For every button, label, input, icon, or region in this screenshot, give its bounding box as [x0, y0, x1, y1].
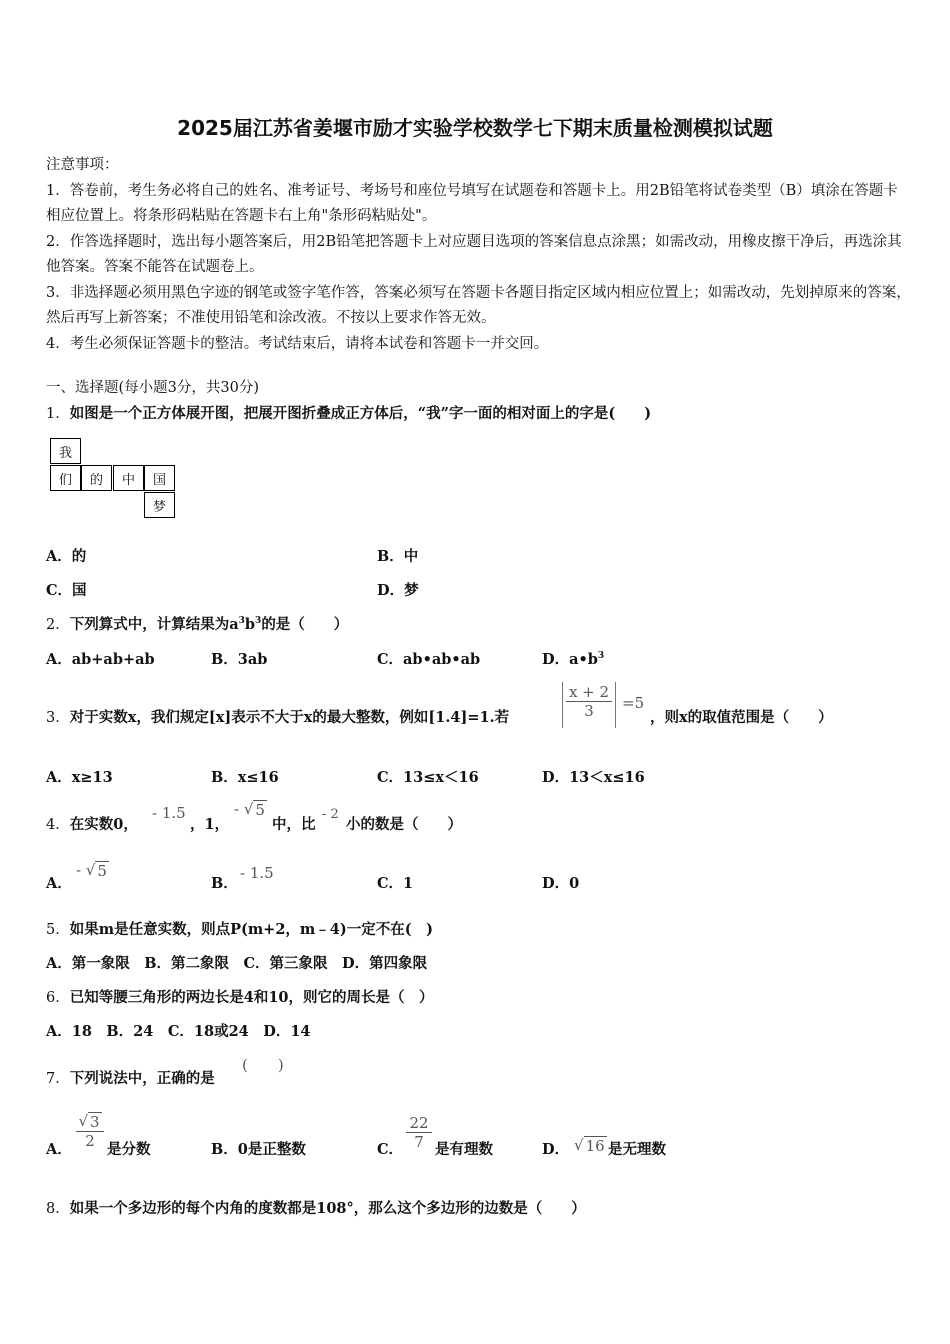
q3-stem-post: ，则x的取值范围是（ ）	[650, 709, 833, 726]
question-5	[46, 918, 433, 939]
net-cell: 我	[50, 438, 81, 464]
q5-stem: 如果m是任意实数，则点P(m+2，m﹣4)一定不在( )	[69, 921, 433, 938]
q1-option-d: D．梦	[377, 582, 419, 599]
q3-frac-num: x + 2	[568, 683, 610, 701]
q4-math-3: - 2	[322, 807, 339, 822]
notes-item-2: 2．作答选择题时，选出每小题答案后，用2B铅笔把答题卡上对应题目选项的答案信息点涂黑；如需改动，用橡皮擦干净后，再选涂其他答案。答案不能答在试题卷上。	[46, 233, 902, 275]
q3-option-d: D．13＜x≤16	[542, 769, 645, 786]
minus-sign: -	[76, 861, 82, 879]
q1-option-a: A．的	[46, 548, 87, 565]
net-cell: 中	[113, 465, 144, 491]
sqrt-symbol: √ 5	[85, 861, 107, 880]
q2-stem-post: 的是（ ）	[261, 616, 349, 633]
q7-option-c-num: 22	[409, 1114, 429, 1132]
q3-option-b: B．x≤16	[211, 769, 279, 786]
net-cell: 国	[144, 465, 175, 491]
q3-number: 3．	[46, 710, 70, 726]
net-cell: 梦	[144, 492, 175, 518]
q4-option-a-math	[76, 861, 109, 880]
q4-number: 4．	[46, 817, 70, 833]
q6-stem: 已知等腰三角形的两边长是4和10，则它的周长是（ ）	[69, 989, 434, 1006]
question-8	[46, 1197, 586, 1218]
q3-option-c: C．13≤x＜16	[377, 769, 479, 786]
q4-math-2	[234, 800, 267, 819]
q4-option-c: C．1	[377, 875, 414, 892]
q8-number: 8．	[46, 1201, 70, 1217]
q2-number: 2．	[46, 617, 70, 633]
notes	[46, 153, 911, 357]
q7-option-c-text: 是有理数	[435, 1141, 493, 1158]
q3-stem-pre: 对于实数x，我们规定[x]表示不大于x的最大整数，例如[1.4]=1.若	[69, 709, 510, 726]
q7-option-d-label: D．	[542, 1141, 570, 1158]
sqrt-symbol: √ 3	[78, 1112, 100, 1131]
q2-option-d	[542, 648, 604, 669]
question-1	[46, 402, 651, 423]
notes-item-4: 4．考生必须保证答题卡的整洁。考试结束后，请将本试卷和答题卡一并交回。	[46, 335, 549, 352]
q7-option-d-radicand: 16	[585, 1137, 605, 1155]
q4-option-a-label: A．	[46, 875, 72, 892]
q4-option-b-label: B．	[211, 875, 238, 892]
net-cell: 们	[50, 465, 81, 491]
question-3	[46, 706, 509, 727]
q3-equals: =5	[622, 694, 645, 712]
q7-option-d-text: 是无理数	[608, 1141, 666, 1158]
q7-option-a-label: A．	[46, 1141, 72, 1158]
section-heading: 一、选择题(每小题3分，共30分)	[46, 380, 259, 396]
q7-option-c-den: 7	[414, 1133, 424, 1151]
q5-number: 5．	[46, 922, 70, 938]
notes-item-1: 1．答卷前，考生务必将自己的姓名、准考证号、考场号和座位号填写在试题卷和答题卡上。用2B铅笔将试卷类型（B）填涂在答题卡相应位置上。将条形码粘贴在答题卡右上角"条形码粘贴处"。	[46, 182, 898, 224]
sqrt-symbol: √ 16	[574, 1136, 605, 1155]
q2-sup2: 3	[255, 616, 262, 627]
q3-fraction	[566, 683, 612, 720]
q7-number: 7．	[46, 1071, 70, 1087]
q4-math-1: - 1.5	[152, 804, 186, 822]
q7-option-a-fraction	[76, 1112, 104, 1150]
q2-option-b: B．3ab	[211, 651, 268, 668]
q2-option-a: A．ab+ab+ab	[46, 651, 155, 668]
q4-stem-c: 中，比	[272, 816, 316, 833]
minus-sign: -	[234, 800, 240, 818]
q7-option-b: B．0是正整数	[211, 1141, 306, 1158]
q3-frac-den: 3	[584, 702, 594, 720]
q2-option-c: C．ab•ab•ab	[377, 651, 481, 668]
net-cell: 的	[81, 465, 112, 491]
q3-option-a: A．x≥13	[46, 769, 113, 786]
q1-option-b: B．中	[377, 548, 419, 565]
question-2	[46, 613, 348, 634]
question-7	[46, 1067, 215, 1088]
q2-stem-pre: 下列算式中，计算结果为a	[69, 616, 239, 633]
q4-stem-d: 小的数是（ ）	[346, 816, 462, 833]
q7-option-d-math	[574, 1136, 607, 1155]
q2-option-d-text: D．a•b	[542, 651, 598, 668]
page-title: 2025届江苏省姜堰市励才实验学校数学七下期末质量检测模拟试题	[177, 116, 773, 140]
q2-option-d-sup: 3	[597, 651, 605, 662]
q7-option-c-fraction	[406, 1114, 432, 1151]
sqrt-symbol: √ 5	[243, 800, 265, 819]
question-4	[46, 813, 138, 834]
q4-option-b-math: - 1.5	[240, 864, 274, 882]
q4-option-a-radicand: 5	[97, 862, 107, 880]
q7-option-a-den: 2	[85, 1132, 95, 1150]
q1-option-c: C．国	[46, 582, 87, 599]
q6-number: 6．	[46, 990, 70, 1006]
notes-item-3: 3．非选择题必须用黑色字迹的钢笔或签字笔作答，答案必须写在答题卡各题目指定区域内相应位置上；如需改动，先划掉原来的答案，然后再写上新答案；不准使用铅笔和涂改液。不按以上要求作答无效。	[46, 284, 911, 326]
q6-options: A．18 B．24 C．18或24 D．14	[46, 1023, 311, 1040]
q1-stem: 如图是一个正方体展开图，把展开图折叠成正方体后，“我”字一面的相对面上的字是( )	[69, 405, 652, 422]
q4-math-2-radicand: 5	[255, 801, 265, 819]
q2-stem-mid: b	[244, 616, 256, 633]
q4-option-d: D．0	[542, 875, 580, 892]
question-6	[46, 986, 434, 1007]
q2-sup1: 3	[238, 616, 245, 627]
q7-stem: 下列说法中，正确的是	[69, 1070, 215, 1087]
q4-stem-a: 在实数0，	[69, 816, 138, 833]
q7-option-a-text: 是分数	[107, 1141, 151, 1158]
q7-paren: ( )	[242, 1056, 284, 1074]
q8-stem: 如果一个多边形的每个内角的度数都是108°，那么这个多边形的边数是（ ）	[69, 1200, 586, 1217]
q7-option-c-label: C．	[377, 1141, 404, 1158]
q7-option-a-radicand: 3	[90, 1113, 100, 1131]
q1-number: 1．	[46, 406, 70, 422]
notes-heading: 注意事项：	[46, 157, 119, 173]
q4-stem-b: ，1，	[190, 816, 230, 833]
q5-options: A．第一象限 B．第二象限 C．第三象限 D．第四象限	[46, 955, 428, 972]
